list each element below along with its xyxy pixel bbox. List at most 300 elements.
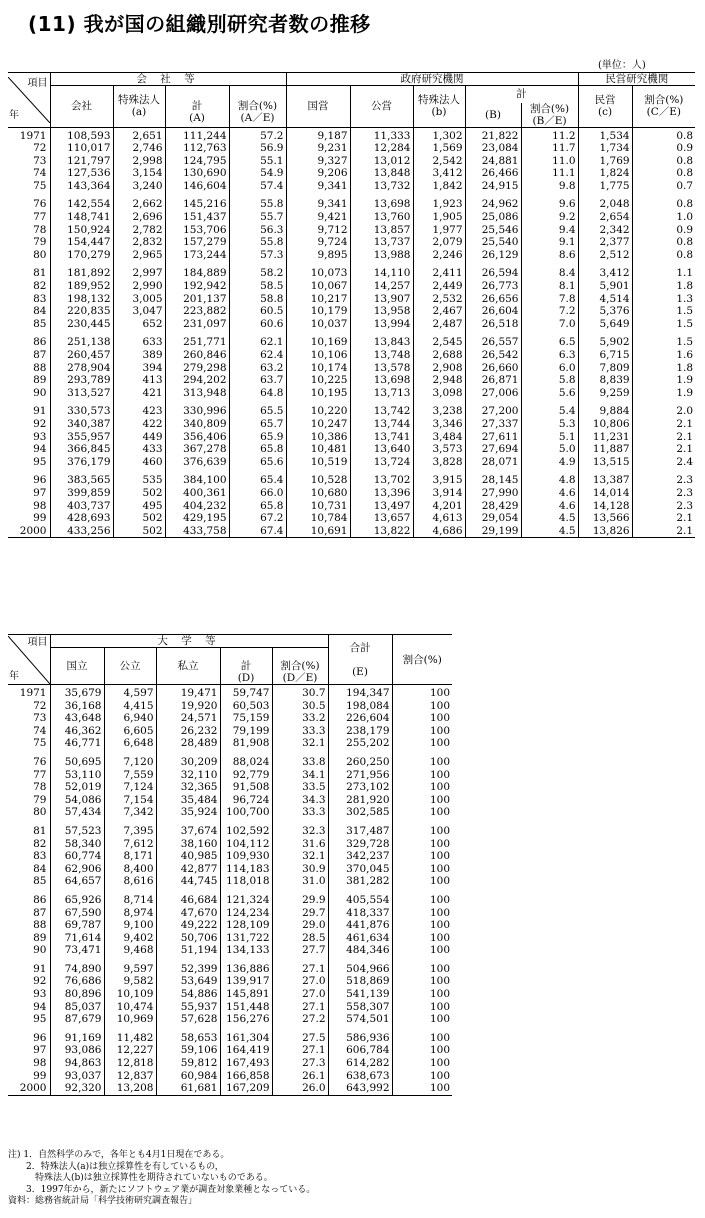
value-cell: 40,985 bbox=[156, 850, 220, 863]
value-cell: 12,227 bbox=[104, 1044, 156, 1057]
value-cell: 260,250 bbox=[328, 756, 392, 769]
table-row bbox=[8, 443, 695, 456]
value-cell: 61,681 bbox=[156, 1082, 220, 1095]
value-cell: 2,542 bbox=[413, 155, 465, 168]
value-cell: 36,168 bbox=[64, 699, 102, 712]
value-cell: 2,997 bbox=[113, 267, 165, 280]
value-cell: 13,387 bbox=[578, 474, 632, 487]
year-cell: 82 bbox=[8, 280, 50, 293]
value-cell: 2.1 bbox=[632, 431, 695, 444]
corner-top-label: 項目 bbox=[27, 636, 48, 648]
value-cell: 7,154 bbox=[104, 794, 156, 807]
value-cell: 2,662 bbox=[113, 198, 165, 211]
value-cell: 173,244 bbox=[165, 249, 229, 262]
value-cell: 184,889 bbox=[165, 267, 229, 280]
value-cell: 9,884 bbox=[578, 405, 632, 418]
table-row bbox=[8, 1001, 452, 1014]
value-cell: 10,247 bbox=[286, 418, 350, 431]
value-cell: 9,206 bbox=[286, 167, 350, 180]
value-cell: 60.5 bbox=[229, 305, 286, 318]
value-cell: 29,054 bbox=[465, 512, 521, 525]
value-cell: 376,179 bbox=[67, 455, 111, 468]
value-cell: 633 bbox=[113, 336, 165, 349]
value-cell: 4.5 bbox=[521, 512, 578, 525]
col-national: 国営 bbox=[286, 86, 350, 128]
value-cell: 38,160 bbox=[156, 838, 220, 851]
value-cell: 194,347 bbox=[328, 685, 392, 700]
value-cell: 502 bbox=[113, 512, 165, 525]
value-cell: 421 bbox=[113, 387, 165, 400]
value-cell: 652 bbox=[113, 318, 165, 331]
value-cell: 28,145 bbox=[465, 474, 521, 487]
value-cell: 9,402 bbox=[104, 932, 156, 945]
year-cell: 74 bbox=[8, 725, 50, 738]
value-cell: 271,956 bbox=[328, 769, 392, 782]
table-row bbox=[8, 685, 452, 700]
value-cell: 13,988 bbox=[350, 249, 413, 262]
year-cell: 99 bbox=[8, 512, 50, 525]
year-cell: 78 bbox=[8, 781, 50, 794]
year-cell: 81 bbox=[8, 825, 50, 838]
value-cell: 3,240 bbox=[113, 180, 165, 193]
value-cell: 134,133 bbox=[220, 944, 272, 957]
value-cell: 302,585 bbox=[328, 806, 392, 819]
value-cell: 100 bbox=[392, 838, 452, 851]
value-cell: 3,346 bbox=[413, 418, 465, 431]
col-private-univ: 私立 bbox=[156, 648, 220, 685]
value-cell: 74,890 bbox=[64, 962, 102, 975]
year-cell: 93 bbox=[8, 431, 50, 444]
value-cell: 29.7 bbox=[272, 907, 328, 920]
value-cell: 2,688 bbox=[413, 349, 465, 362]
value-cell: 10,169 bbox=[286, 336, 350, 349]
value-cell: 0.9 bbox=[632, 142, 695, 155]
year-cell: 87 bbox=[8, 907, 50, 920]
value-cell: 198,132 bbox=[67, 292, 111, 305]
value-cell: 2,079 bbox=[413, 236, 465, 249]
value-cell: 27.1 bbox=[272, 1001, 328, 1014]
value-cell: 355,957 bbox=[67, 430, 111, 443]
value-cell: 56.3 bbox=[229, 224, 286, 237]
value-cell: 35,924 bbox=[156, 806, 220, 819]
value-cell: 1.1 bbox=[632, 267, 695, 280]
value-cell: 100 bbox=[392, 919, 452, 932]
col-sum-d: 計 (D) bbox=[220, 648, 272, 685]
value-cell: 7.0 bbox=[521, 318, 578, 331]
table-row bbox=[8, 907, 452, 920]
value-cell: 55.8 bbox=[229, 198, 286, 211]
value-cell: 1.8 bbox=[632, 280, 695, 293]
table-row bbox=[8, 305, 695, 318]
value-cell: 10,174 bbox=[286, 362, 350, 375]
table-row bbox=[8, 875, 452, 888]
value-cell: 13,012 bbox=[350, 155, 413, 168]
group-header-university: 大 学 等 bbox=[50, 635, 328, 648]
value-cell: 9.2 bbox=[521, 211, 578, 224]
value-cell: 170,279 bbox=[67, 248, 111, 261]
value-cell: 37,674 bbox=[156, 825, 220, 838]
value-cell: 9,231 bbox=[286, 142, 350, 155]
value-cell: 30.9 bbox=[272, 863, 328, 876]
table-row bbox=[8, 374, 695, 387]
year-cell: 89 bbox=[8, 932, 50, 945]
year-cell: 79 bbox=[8, 794, 50, 807]
value-cell: 26,594 bbox=[465, 267, 521, 280]
value-cell: 2,467 bbox=[413, 305, 465, 318]
value-cell: 44,745 bbox=[156, 875, 220, 888]
col-ratio-total: 割合(%) bbox=[392, 635, 452, 685]
value-cell: 2.3 bbox=[632, 500, 695, 513]
value-cell: 5.3 bbox=[521, 418, 578, 431]
col-ratio-ce: 割合(%) (C／E) bbox=[632, 86, 695, 128]
value-cell: 91,169 bbox=[64, 1031, 102, 1044]
table-row bbox=[8, 850, 452, 863]
value-cell: 220,835 bbox=[67, 305, 111, 318]
year-cell: 95 bbox=[8, 456, 50, 469]
value-cell: 1,905 bbox=[413, 211, 465, 224]
value-cell: 10,217 bbox=[286, 293, 350, 306]
col-public-univ: 公立 bbox=[104, 648, 156, 685]
value-cell: 9,895 bbox=[286, 249, 350, 262]
value-cell: 2,908 bbox=[413, 362, 465, 375]
value-cell: 8.4 bbox=[521, 267, 578, 280]
table-row bbox=[8, 825, 452, 838]
col-ratio-de: 割合(%) (D／E) bbox=[272, 648, 328, 685]
value-cell: 8.1 bbox=[521, 280, 578, 293]
value-cell: 273,102 bbox=[328, 781, 392, 794]
value-cell: 10,067 bbox=[286, 280, 350, 293]
value-cell: 13,958 bbox=[350, 305, 413, 318]
year-cell: 86 bbox=[8, 336, 50, 349]
value-cell: 4.6 bbox=[521, 500, 578, 513]
value-cell: 5.4 bbox=[521, 405, 578, 418]
value-cell: 223,882 bbox=[165, 305, 229, 318]
value-cell: 12,284 bbox=[350, 142, 413, 155]
value-cell: 5.1 bbox=[521, 431, 578, 444]
value-cell: 614,282 bbox=[328, 1057, 392, 1070]
value-cell: 58.2 bbox=[229, 267, 286, 280]
value-cell: 279,298 bbox=[165, 362, 229, 375]
table-row bbox=[8, 155, 695, 168]
value-cell: 13,748 bbox=[350, 349, 413, 362]
col-private: 民営 (c) bbox=[578, 86, 632, 128]
value-cell: 100 bbox=[392, 769, 452, 782]
value-cell: 167,209 bbox=[220, 1082, 272, 1095]
value-cell: 403,737 bbox=[67, 499, 111, 512]
value-cell: 13,843 bbox=[350, 336, 413, 349]
value-cell: 63.7 bbox=[229, 374, 286, 387]
value-cell: 67,590 bbox=[64, 906, 102, 919]
value-cell: 5.6 bbox=[521, 387, 578, 400]
value-cell: 0.7 bbox=[632, 180, 695, 193]
value-cell: 46,362 bbox=[64, 724, 102, 737]
value-cell: 100 bbox=[392, 700, 452, 713]
value-cell: 13,698 bbox=[350, 198, 413, 211]
value-cell: 31.0 bbox=[272, 875, 328, 888]
value-cell: 145,216 bbox=[165, 198, 229, 211]
year-cell: 96 bbox=[8, 1032, 50, 1045]
value-cell: 1.9 bbox=[632, 387, 695, 400]
value-cell: 59,106 bbox=[156, 1044, 220, 1057]
value-cell: 13,396 bbox=[350, 487, 413, 500]
value-cell: 27,990 bbox=[465, 487, 521, 500]
table-row bbox=[8, 806, 452, 819]
researchers-table-university-total bbox=[8, 634, 452, 1096]
value-cell: 4.5 bbox=[521, 525, 578, 538]
value-cell: 255,202 bbox=[328, 737, 392, 750]
value-cell: 93,086 bbox=[64, 1044, 102, 1057]
col-sum-b-top: 計 bbox=[465, 86, 578, 103]
table-row bbox=[8, 963, 452, 976]
value-cell: 376,639 bbox=[165, 456, 229, 469]
value-cell: 293,789 bbox=[67, 374, 111, 387]
value-cell: 157,279 bbox=[165, 236, 229, 249]
value-cell: 58,340 bbox=[64, 837, 102, 850]
corner-bottom-label: 年 bbox=[9, 670, 19, 682]
value-cell: 3,098 bbox=[413, 387, 465, 400]
value-cell: 100 bbox=[392, 1070, 452, 1083]
value-cell: 10,474 bbox=[104, 1001, 156, 1014]
value-cell: 8,839 bbox=[578, 374, 632, 387]
value-cell: 100 bbox=[392, 850, 452, 863]
source-line: 資料：総務省統計局「科学技術研究調査報告」 bbox=[8, 1196, 198, 1207]
value-cell: 52,399 bbox=[156, 963, 220, 976]
table-row bbox=[8, 418, 695, 431]
value-cell: 100 bbox=[392, 907, 452, 920]
value-cell: 85,037 bbox=[64, 1000, 102, 1013]
value-cell: 2.0 bbox=[632, 405, 695, 418]
value-cell: 24,571 bbox=[156, 712, 220, 725]
col-sum-b: (B) bbox=[465, 103, 521, 128]
table-row bbox=[8, 318, 695, 331]
value-cell: 33.8 bbox=[272, 756, 328, 769]
value-cell: 3,915 bbox=[413, 474, 465, 487]
value-cell: 114,183 bbox=[220, 863, 272, 876]
value-cell: 57,523 bbox=[64, 824, 102, 837]
value-cell: 13,848 bbox=[350, 167, 413, 180]
value-cell: 251,771 bbox=[165, 336, 229, 349]
table-row bbox=[8, 267, 695, 280]
value-cell: 13,724 bbox=[350, 456, 413, 469]
value-cell: 146,604 bbox=[165, 180, 229, 193]
value-cell: 2,651 bbox=[113, 127, 165, 142]
value-cell: 100 bbox=[392, 825, 452, 838]
value-cell: 313,948 bbox=[165, 387, 229, 400]
value-cell: 1,534 bbox=[578, 127, 632, 142]
value-cell: 26.0 bbox=[272, 1082, 328, 1095]
value-cell: 422 bbox=[113, 418, 165, 431]
value-cell: 34.1 bbox=[272, 769, 328, 782]
value-cell: 7,124 bbox=[104, 781, 156, 794]
value-cell: 192,942 bbox=[165, 280, 229, 293]
value-cell: 484,346 bbox=[328, 944, 392, 957]
value-cell: 3,412 bbox=[413, 167, 465, 180]
value-cell: 24,881 bbox=[465, 155, 521, 168]
value-cell: 151,448 bbox=[220, 1001, 272, 1014]
value-cell: 33.3 bbox=[272, 725, 328, 738]
value-cell: 4.8 bbox=[521, 474, 578, 487]
value-cell: 19,920 bbox=[156, 700, 220, 713]
corner-cell bbox=[8, 73, 50, 128]
value-cell: 166,858 bbox=[220, 1070, 272, 1083]
year-cell: 72 bbox=[8, 142, 50, 155]
value-cell: 104,112 bbox=[220, 838, 272, 851]
value-cell: 10,481 bbox=[286, 443, 350, 456]
value-cell: 26,656 bbox=[465, 293, 521, 306]
value-cell: 418,337 bbox=[328, 907, 392, 920]
value-cell: 404,232 bbox=[165, 500, 229, 513]
value-cell: 1,302 bbox=[413, 127, 465, 142]
value-cell: 26,773 bbox=[465, 280, 521, 293]
value-cell: 26,557 bbox=[465, 336, 521, 349]
value-cell: 1,569 bbox=[413, 142, 465, 155]
value-cell: 461,634 bbox=[328, 932, 392, 945]
group-header-gov: 政府研究機関 bbox=[286, 73, 578, 86]
table-row bbox=[8, 756, 452, 769]
value-cell: 12,818 bbox=[104, 1057, 156, 1070]
value-cell: 21,822 bbox=[465, 127, 521, 142]
value-cell: 3,005 bbox=[113, 293, 165, 306]
value-cell: 23,084 bbox=[465, 142, 521, 155]
corner-bottom-label: 年 bbox=[9, 109, 19, 121]
value-cell: 1.0 bbox=[632, 211, 695, 224]
researchers-table-company-gov-private bbox=[8, 72, 695, 538]
value-cell: 55.7 bbox=[229, 211, 286, 224]
value-cell: 13,497 bbox=[350, 500, 413, 513]
value-cell: 55.8 bbox=[229, 236, 286, 249]
value-cell: 3,238 bbox=[413, 405, 465, 418]
year-cell: 81 bbox=[8, 267, 50, 280]
value-cell: 60.6 bbox=[229, 318, 286, 331]
value-cell: 10,731 bbox=[286, 500, 350, 513]
value-cell: 230,445 bbox=[67, 317, 111, 330]
value-cell: 29,199 bbox=[465, 525, 521, 538]
table-row bbox=[8, 781, 452, 794]
year-cell: 73 bbox=[8, 155, 50, 168]
value-cell: 4.6 bbox=[521, 487, 578, 500]
value-cell: 65.8 bbox=[229, 443, 286, 456]
value-cell: 11,231 bbox=[578, 431, 632, 444]
value-cell: 27,006 bbox=[465, 387, 521, 400]
value-cell: 366,845 bbox=[67, 443, 111, 456]
value-cell: 91,508 bbox=[220, 781, 272, 794]
value-cell: 201,137 bbox=[165, 293, 229, 306]
value-cell: 27.1 bbox=[272, 1044, 328, 1057]
value-cell: 433,256 bbox=[67, 524, 111, 537]
value-cell: 226,604 bbox=[328, 712, 392, 725]
value-cell: 32.1 bbox=[272, 850, 328, 863]
value-cell: 4,415 bbox=[104, 700, 156, 713]
value-cell: 1,842 bbox=[413, 180, 465, 193]
year-cell: 85 bbox=[8, 318, 50, 331]
value-cell: 9,712 bbox=[286, 224, 350, 237]
value-cell: 32.1 bbox=[272, 737, 328, 750]
value-cell: 1,734 bbox=[578, 142, 632, 155]
value-cell: 384,100 bbox=[165, 474, 229, 487]
value-cell: 10,195 bbox=[286, 387, 350, 400]
value-cell: 399,859 bbox=[67, 486, 111, 499]
value-cell: 27.0 bbox=[272, 975, 328, 988]
value-cell: 54,886 bbox=[156, 988, 220, 1001]
col-ratio-be: 割合(%) (B／E) bbox=[521, 103, 578, 128]
value-cell: 11.7 bbox=[521, 142, 578, 155]
table-row bbox=[8, 725, 452, 738]
value-cell: 14,257 bbox=[350, 280, 413, 293]
table-row bbox=[8, 1057, 452, 1070]
table-row bbox=[8, 236, 695, 249]
value-cell: 32,365 bbox=[156, 781, 220, 794]
value-cell: 46,771 bbox=[64, 737, 102, 750]
value-cell: 2,948 bbox=[413, 374, 465, 387]
value-cell: 10,179 bbox=[286, 305, 350, 318]
value-cell: 9,468 bbox=[104, 944, 156, 957]
value-cell: 100 bbox=[392, 1032, 452, 1045]
table-row bbox=[8, 500, 695, 513]
value-cell: 150,924 bbox=[67, 223, 111, 236]
year-cell: 75 bbox=[8, 180, 50, 193]
value-cell: 189,952 bbox=[67, 280, 111, 293]
value-cell: 124,795 bbox=[165, 155, 229, 168]
value-cell: 27,200 bbox=[465, 405, 521, 418]
value-cell: 60,774 bbox=[64, 850, 102, 863]
value-cell: 8,171 bbox=[104, 850, 156, 863]
table-row bbox=[8, 737, 452, 750]
value-cell: 87,679 bbox=[64, 1013, 102, 1026]
value-cell: 57.3 bbox=[229, 249, 286, 262]
value-cell: 13,822 bbox=[350, 525, 413, 538]
value-cell: 1,775 bbox=[578, 180, 632, 193]
value-cell: 46,684 bbox=[156, 894, 220, 907]
value-cell: 27.2 bbox=[272, 1013, 328, 1026]
year-cell: 80 bbox=[8, 806, 50, 819]
value-cell: 142,554 bbox=[67, 198, 111, 211]
value-cell: 26,232 bbox=[156, 725, 220, 738]
note-line: 3．1997年から，新たにソフトウェア業が調査対象業種となっている。 bbox=[8, 1184, 316, 1195]
value-cell: 13,826 bbox=[578, 525, 632, 538]
value-cell: 100 bbox=[392, 975, 452, 988]
value-cell: 231,097 bbox=[165, 318, 229, 331]
value-cell: 4,686 bbox=[413, 525, 465, 538]
value-cell: 330,573 bbox=[67, 405, 111, 418]
value-cell: 9.4 bbox=[521, 224, 578, 237]
value-cell: 93,037 bbox=[64, 1069, 102, 1082]
value-cell: 30.5 bbox=[272, 700, 328, 713]
value-cell: 65.7 bbox=[229, 418, 286, 431]
year-cell: 90 bbox=[8, 387, 50, 400]
value-cell: 8.6 bbox=[521, 249, 578, 262]
value-cell: 100 bbox=[392, 894, 452, 907]
unit-label: (単位：人) bbox=[598, 60, 646, 71]
value-cell: 55,937 bbox=[156, 1001, 220, 1014]
value-cell: 57,434 bbox=[64, 806, 102, 819]
value-cell: 400,361 bbox=[165, 487, 229, 500]
value-cell: 5,649 bbox=[578, 318, 632, 331]
value-cell: 10,220 bbox=[286, 405, 350, 418]
year-cell: 91 bbox=[8, 405, 50, 418]
value-cell: 10,528 bbox=[286, 474, 350, 487]
value-cell: 370,045 bbox=[328, 863, 392, 876]
year-cell: 99 bbox=[8, 1070, 50, 1083]
year-cell: 76 bbox=[8, 198, 50, 211]
value-cell: 5,902 bbox=[578, 336, 632, 349]
value-cell: 2.3 bbox=[632, 487, 695, 500]
year-cell: 84 bbox=[8, 305, 50, 318]
year-cell: 93 bbox=[8, 988, 50, 1001]
value-cell: 423 bbox=[113, 405, 165, 418]
value-cell: 10,109 bbox=[104, 988, 156, 1001]
year-cell: 2000 bbox=[8, 525, 50, 538]
value-cell: 109,930 bbox=[220, 850, 272, 863]
